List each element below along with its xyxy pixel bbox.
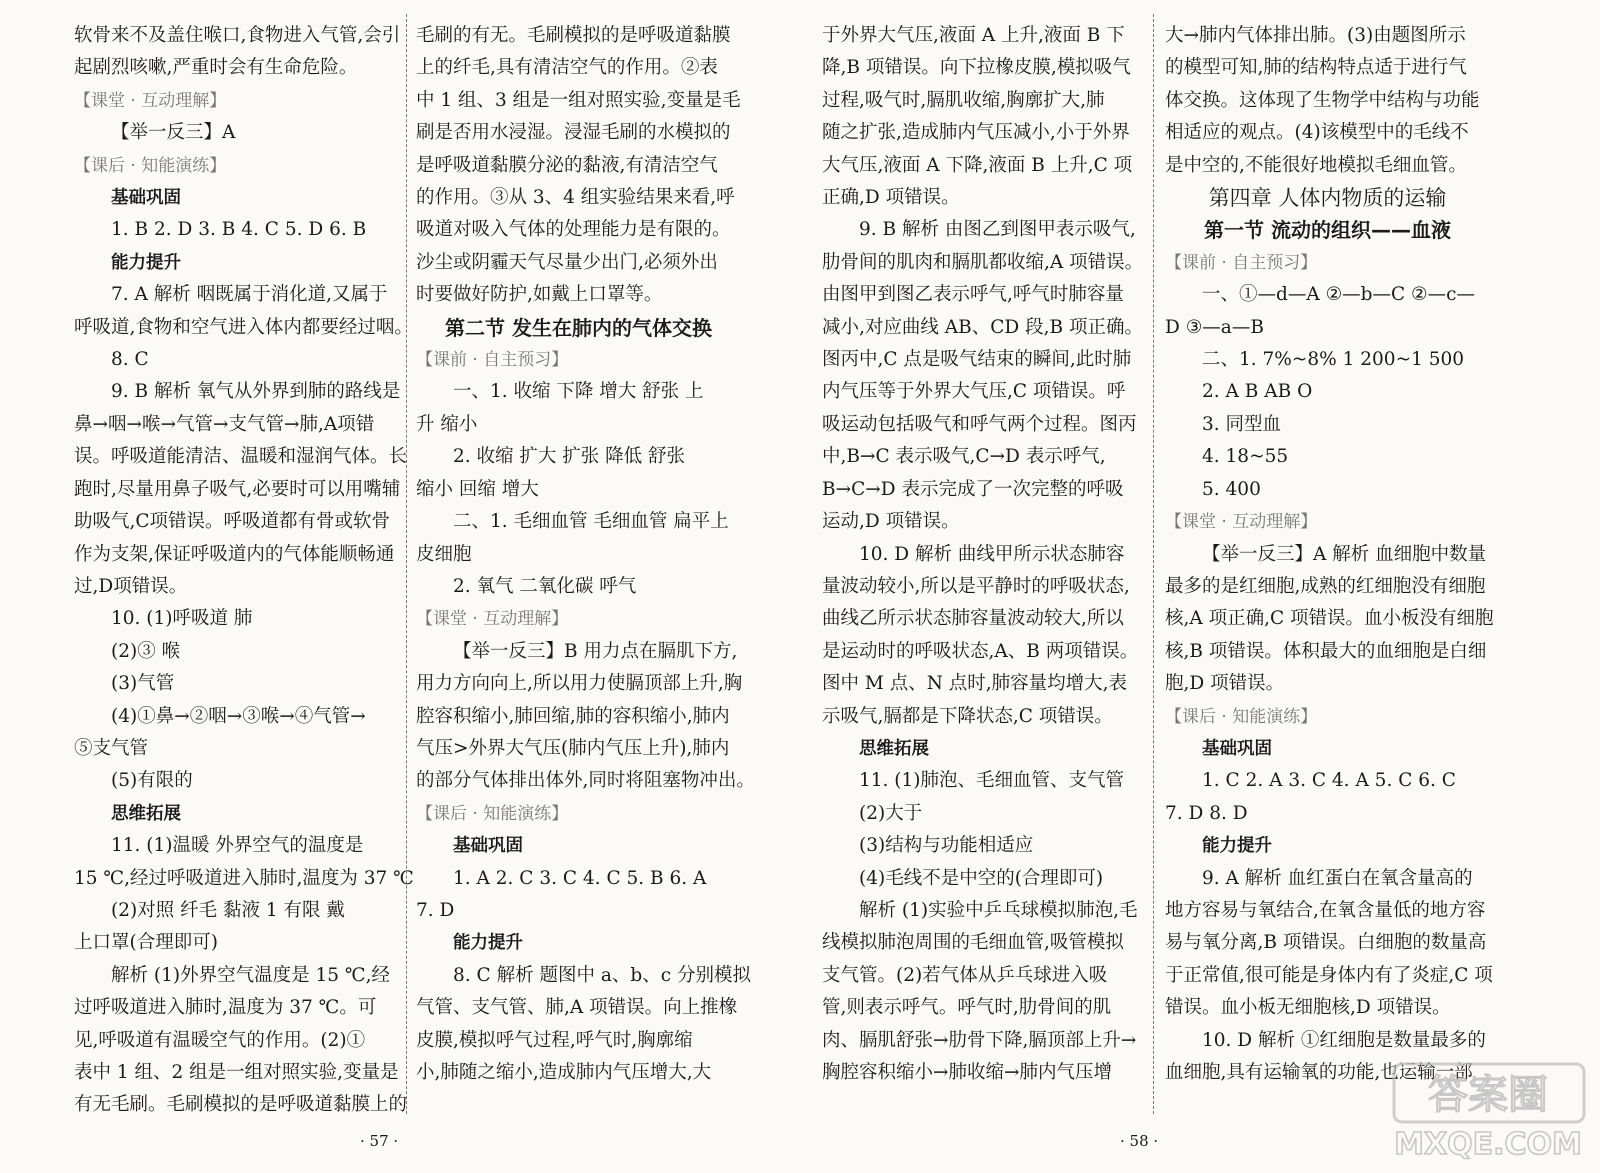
text-line: 能力提升 xyxy=(111,252,181,273)
text-line: 吸运动包括吸气和呼气两个过程。图丙 xyxy=(822,413,1137,435)
page-number-left: · 57 · xyxy=(360,1132,399,1150)
text-line: 内气压等于外界大气压,C 项错误。呼 xyxy=(822,381,1126,403)
text-line: (3)结构与功能相适应 xyxy=(859,835,1034,857)
text-line: (3)气管 xyxy=(111,673,175,695)
text-line: 肋骨间的肌肉和膈肌都收缩,A 项错误。 xyxy=(822,251,1144,273)
text-line: 基础巩固 xyxy=(453,836,523,857)
text-line: 【课堂 · 互动理解】 xyxy=(1165,512,1318,533)
column-2 xyxy=(416,20,755,1089)
text-line: 【课前 · 自主预习】 xyxy=(416,350,569,371)
text-line: 最多的是红细胞,成熟的红细胞没有细胞 xyxy=(1165,575,1486,597)
text-line: 8. C xyxy=(111,349,149,371)
text-line: 时要做好防护,如戴上口罩等。 xyxy=(416,284,663,306)
text-line: ⑤支气管 xyxy=(74,737,149,759)
text-line: 2. 收缩 扩大 扩张 降低 舒张 xyxy=(453,446,686,468)
text-line: 一、①—d—A ②—b—C ②—c— xyxy=(1202,284,1475,306)
text-line: 思维拓展 xyxy=(111,803,181,824)
text-line: 【课后 · 知能演练】 xyxy=(1165,706,1318,727)
text-line: 胸腔容积缩小→肺收缩→肺内气压增 xyxy=(822,1062,1113,1083)
text-line: 曲线乙所示状态肺容量波动较大,所以 xyxy=(822,608,1124,630)
watermark-url: MXQE.COM xyxy=(1394,1127,1582,1162)
text-line: 地方容易与氧结合,在氧含量低的地方容 xyxy=(1165,899,1486,921)
text-line: 大→肺内气体排出肺。(3)由题图所示 xyxy=(1165,25,1466,46)
text-line: 是运动时的呼吸状态,A、B 两项错误。 xyxy=(822,640,1139,662)
text-line: 9. B 解析 由图乙到图甲表示吸气, xyxy=(859,219,1136,241)
text-line: 正确,D 项错误。 xyxy=(822,187,960,209)
text-line: 鼻→咽→喉→气管→支气管→肺,A项错 xyxy=(74,413,375,435)
text-line: 1. A 2. C 3. C 4. C 5. B 6. A xyxy=(453,867,707,889)
text-line: 表中 1 组、2 组是一组对照实验,变量是 xyxy=(74,1062,399,1083)
text-line: 见,呼吸道有温暖空气的作用。(2)① xyxy=(74,1029,366,1051)
text-line: 的作用。③从 3、4 组实验结果来看,呼 xyxy=(416,187,735,209)
text-line: 助吸气,C项错误。呼吸道都有骨或软骨 xyxy=(74,511,391,533)
text-line: 2. 氧气 二氧化碳 呼气 xyxy=(453,575,637,597)
page-number-right: · 58 · xyxy=(1120,1132,1159,1150)
column-3 xyxy=(822,20,1147,1089)
text-line: 【课后 · 知能演练】 xyxy=(74,155,227,176)
text-line: 过,D项错误。 xyxy=(74,575,188,597)
text-line: 解析 (1)实验中乒乓球模拟肺泡,毛 xyxy=(859,899,1138,921)
text-line: 由图甲到图乙表示呼气,呼气时肺容量 xyxy=(822,284,1124,306)
text-line: 过呼吸道进入肺时,温度为 37 ℃。可 xyxy=(74,997,377,1019)
text-line: 运动,D 项错误。 xyxy=(822,511,960,533)
text-line: 1. C 2. A 3. C 4. A 5. C 6. C xyxy=(1202,770,1456,792)
text-line: 第二节 发生在肺内的气体交换 xyxy=(445,315,712,340)
text-line: 毛刷的有无。毛刷模拟的是呼吸道黏膜 xyxy=(416,25,731,46)
text-line: 示吸气,膈都是下降状态,C 项错误。 xyxy=(822,705,1113,727)
text-line: 管,则表示呼气。呼气时,肋骨间的肌 xyxy=(822,997,1112,1019)
column-divider xyxy=(1153,14,1154,1114)
text-line: 跑时,尽量用鼻子吸气,必要时可以用嘴辅 xyxy=(74,478,401,500)
text-line: 图丙中,C 点是吸气结束的瞬间,此时肺 xyxy=(822,349,1132,371)
text-line: 腔容积缩小,肺回缩,肺的容积缩小,肺内 xyxy=(416,705,730,727)
text-line: (2)③ 喉 xyxy=(111,640,181,662)
text-line: 皮细胞 xyxy=(416,543,472,565)
text-line: 上口罩(合理即可) xyxy=(74,932,218,954)
text-line: 3. 同型血 xyxy=(1202,413,1282,435)
text-line: 【举一反三】A 解析 血细胞中数量 xyxy=(1202,543,1487,565)
column-4 xyxy=(1165,20,1494,1089)
watermark-text: 答案圈 xyxy=(1428,1072,1548,1118)
text-line: 【课堂 · 互动理解】 xyxy=(74,90,227,111)
text-line: 第一节 流动的组织——血液 xyxy=(1204,218,1451,243)
text-line: 的部分气体排出体外,同时将阻塞物冲出。 xyxy=(416,770,755,792)
text-line: 7. D xyxy=(416,899,455,921)
text-line: 于正常值,很可能是身体内有了炎症,C 项 xyxy=(1165,964,1493,986)
text-line: 5. 400 xyxy=(1202,478,1261,500)
text-line: 1. B 2. D 3. B 4. C 5. D 6. B xyxy=(111,219,367,241)
text-line: 图中 M 点、N 点时,肺容量均增大,表 xyxy=(822,673,1128,695)
text-line: 于外界大气压,液面 A 上升,液面 B 下 xyxy=(822,25,1125,46)
text-line: 刷是否用水浸湿。浸湿毛刷的水模拟的 xyxy=(416,122,731,144)
text-line: 10. (1)呼吸道 肺 xyxy=(111,608,253,630)
text-line: 11. (1)温暖 外界空气的温度是 xyxy=(111,835,364,857)
text-line: 线模拟肺泡周围的毛细血管,吸管模拟 xyxy=(822,932,1124,954)
text-line: 支气管。(2)若气体从乒乓球进入吸 xyxy=(822,964,1108,986)
text-line: 能力提升 xyxy=(453,933,523,954)
text-line: 10. D 解析 曲线甲所示状态肺容 xyxy=(859,543,1125,565)
text-line: 二、1. 7%~8% 1 200~1 500 xyxy=(1202,349,1465,371)
text-line: 减小,对应曲线 AB、CD 段,B 项正确。 xyxy=(822,316,1143,338)
text-line: 血细胞,具有运输氧的功能,也运输一部 xyxy=(1165,1062,1473,1083)
text-line: 7. D 8. D xyxy=(1165,802,1248,824)
text-line: 吸道对吸入气体的处理能力是有限的。 xyxy=(416,219,731,241)
text-line: 能力提升 xyxy=(1202,836,1272,857)
text-line: 解析 (1)外界空气温度是 15 ℃,经 xyxy=(111,964,390,986)
text-line: 作为支架,保证呼吸道内的气体能顺畅通 xyxy=(74,543,395,565)
text-line: 基础巩固 xyxy=(1202,738,1272,759)
text-line: 皮膜,模拟呼气过程,呼气时,胸廓缩 xyxy=(416,1029,693,1051)
text-line: 小,肺随之缩小,造成肺内气压增大,大 xyxy=(416,1062,712,1083)
text-line: 升 缩小 xyxy=(416,413,478,435)
text-line: 思维拓展 xyxy=(859,738,929,759)
text-line: 9. A 解析 血红蛋白在氧含量高的 xyxy=(1202,867,1473,889)
text-line: 核,B 项错误。体积最大的血细胞是白细 xyxy=(1165,640,1487,662)
text-line: 11. (1)肺泡、毛细血管、支气管 xyxy=(859,770,1125,792)
text-line: 4. 18~55 xyxy=(1202,446,1289,468)
text-line: 过程,吸气时,膈肌收缩,胸廓扩大,肺 xyxy=(822,89,1105,111)
text-line: 基础巩固 xyxy=(111,188,181,209)
text-line: 气压>外界大气压(肺内气压上升),肺内 xyxy=(416,737,730,759)
text-line: 的模型可知,肺的结构特点适于进行气 xyxy=(1165,57,1467,79)
text-line: 中,B→C 表示吸气,C→D 表示呼气, xyxy=(822,446,1106,468)
text-line: 量波动较小,所以是平静时的呼吸状态, xyxy=(822,575,1130,597)
text-line: 有无毛刷。毛刷模拟的是呼吸道黏膜上的 xyxy=(74,1094,408,1116)
text-line: 15 ℃,经过呼吸道进入肺时,温度为 37 ℃ xyxy=(74,867,414,889)
text-line: 二、1. 毛细血管 毛细血管 扁平上 xyxy=(453,511,729,533)
text-line: 肉、膈肌舒张→肋骨下降,膈顶部上升→ xyxy=(822,1029,1137,1051)
text-line: 9. B 解析 氧气从外界到肺的路线是 xyxy=(111,381,401,403)
text-line: 沙尘或阴霾天气尽量少出门,必须外出 xyxy=(416,251,718,273)
text-line: 胞,D 项错误。 xyxy=(1165,673,1285,695)
text-line: 【举一反三】B 用力点在膈肌下方, xyxy=(453,640,738,662)
text-line: 上的纤毛,具有清洁空气的作用。②表 xyxy=(416,57,718,79)
text-line: 是呼吸道黏膜分泌的黏液,有清洁空气 xyxy=(416,154,718,176)
column-divider xyxy=(406,14,407,1114)
text-line: 【课堂 · 互动理解】 xyxy=(416,609,569,630)
text-line: (2)大于 xyxy=(859,802,923,824)
text-line: 【举一反三】A xyxy=(111,122,236,144)
text-line: 相适应的观点。(4)该模型中的毛线不 xyxy=(1165,122,1469,144)
text-line: 起剧烈咳嗽,严重时会有生命危险。 xyxy=(74,57,358,79)
text-line: 2. A B AB O xyxy=(1202,381,1313,403)
text-line: 8. C 解析 题图中 a、b、c 分别模拟 xyxy=(453,964,751,986)
text-line: 误。呼吸道能清洁、温暖和湿润气体。长 xyxy=(74,446,408,468)
text-line: 随之扩张,造成肺内气压减小,小于外界 xyxy=(822,122,1130,144)
text-line: 【课后 · 知能演练】 xyxy=(416,803,569,824)
text-line: 中 1 组、3 组是一组对照实验,变量是毛 xyxy=(416,89,741,111)
text-line: (4)①鼻→②咽→③喉→④气管→ xyxy=(111,705,366,727)
text-line: B→C→D 表示完成了一次完整的呼吸 xyxy=(822,478,1124,500)
text-line: 缩小 回缩 增大 xyxy=(416,478,539,500)
text-line: 软骨来不及盖住喉口,食物进入气管,会引 xyxy=(74,25,401,46)
text-line: 第四章 人体内物质的运输 xyxy=(1208,186,1447,211)
text-line: 一、1. 收缩 下降 增大 舒张 上 xyxy=(453,381,704,403)
text-line: 核,A 项正确,C 项错误。血小板没有细胞 xyxy=(1165,608,1494,630)
column-1 xyxy=(74,20,414,1122)
text-line: 【课前 · 自主预习】 xyxy=(1165,252,1318,273)
text-line: 易与氧分离,B 项错误。白细胞的数量高 xyxy=(1165,932,1487,954)
text-line: (2)对照 纤毛 黏液 1 有限 戴 xyxy=(111,899,345,921)
text-line: 用力方向向上,所以用力使膈顶部上升,胸 xyxy=(416,673,743,695)
text-line: 气管、支气管、肺,A 项错误。向上推橡 xyxy=(416,997,738,1019)
text-line: 7. A 解析 咽既属于消化道,又属于 xyxy=(111,284,388,306)
text-line: 降,B 项错误。向下拉橡皮膜,模拟吸气 xyxy=(822,57,1131,79)
text-line: (5)有限的 xyxy=(111,770,193,792)
text-line: 错误。血小板无细胞核,D 项错误。 xyxy=(1165,997,1451,1019)
text-line: 是中空的,不能很好地模拟毛细血管。 xyxy=(1165,154,1467,176)
text-line: 大气压,液面 A 下降,液面 B 上升,C 项 xyxy=(822,154,1133,176)
text-line: D ③—a—B xyxy=(1165,316,1264,338)
text-line: (4)毛线不是中空的(合理即可) xyxy=(859,867,1104,889)
text-line: 呼吸道,食物和空气进入体内都要经过咽。 xyxy=(74,316,413,338)
text-line: 体交换。这体现了生物学中结构与功能 xyxy=(1165,89,1480,111)
text-line: 10. D 解析 ①红细胞是数量最多的 xyxy=(1202,1029,1486,1051)
